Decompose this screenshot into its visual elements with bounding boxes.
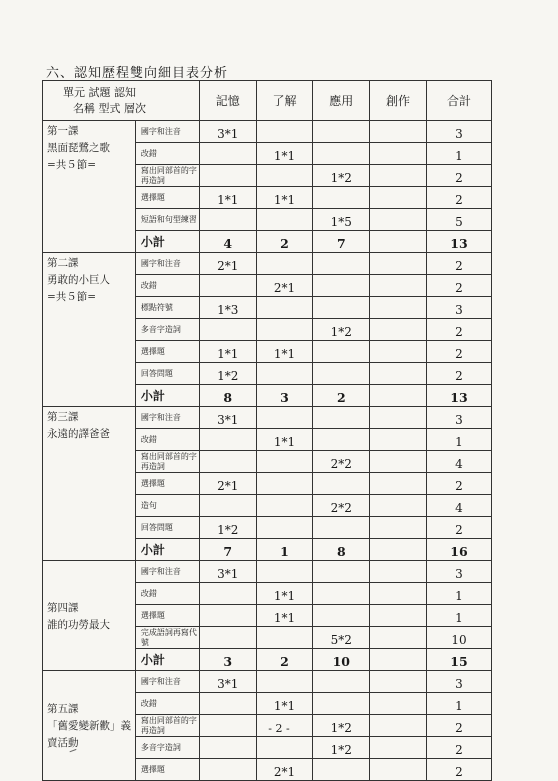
question-type-cell: 回答問題 [135, 363, 199, 385]
create-cell [370, 121, 427, 143]
total-cell: 2 [426, 187, 491, 209]
question-type-cell: 多音字造詞 [135, 737, 199, 759]
question-type-cell: 寫出同部首的字再造詞 [135, 165, 199, 187]
question-type-cell: 造句 [135, 495, 199, 517]
apply-cell [313, 121, 370, 143]
header-remember: 記憶 [199, 81, 256, 121]
question-type-cell: 選擇題 [135, 187, 199, 209]
apply-cell: 2 [313, 385, 370, 407]
remember-cell [199, 759, 256, 781]
total-cell: 2 [426, 715, 491, 737]
remember-cell: 7 [199, 539, 256, 561]
table-row [43, 561, 492, 583]
remember-cell: 3 [199, 649, 256, 671]
question-type-cell: 標點符號 [135, 297, 199, 319]
remember-cell: 8 [199, 385, 256, 407]
subtotal-label: 小計 [135, 649, 199, 671]
lesson-name-line: 永遠的譯爸爸 [47, 428, 110, 440]
understand-cell: 2*1 [256, 275, 313, 297]
question-type-cell: 選擇題 [135, 473, 199, 495]
understand-cell [256, 253, 313, 275]
total-cell: 1 [426, 693, 491, 715]
apply-cell [313, 561, 370, 583]
total-cell: 13 [426, 385, 491, 407]
question-type-cell: 改錯 [135, 275, 199, 297]
table-row [43, 253, 492, 275]
understand-cell [256, 121, 313, 143]
create-cell [370, 605, 427, 627]
question-type-cell: 選擇題 [135, 341, 199, 363]
understand-cell [256, 517, 313, 539]
total-cell: 3 [426, 407, 491, 429]
understand-cell: 1*1 [256, 143, 313, 165]
total-cell: 10 [426, 627, 491, 649]
lesson-name-line: 黑面琵鷺之歌 [47, 142, 110, 154]
understand-cell: 1*1 [256, 605, 313, 627]
table-body [43, 121, 492, 781]
create-cell [370, 671, 427, 693]
create-cell [370, 627, 427, 649]
understand-cell: 1*1 [256, 693, 313, 715]
remember-cell [199, 495, 256, 517]
apply-cell [313, 297, 370, 319]
question-type-cell: 完成語詞再寫代號 [135, 627, 199, 649]
subtotal-label: 小計 [135, 539, 199, 561]
lesson-name-line: =共５節= [47, 291, 97, 303]
apply-cell: 10 [313, 649, 370, 671]
total-cell: 3 [426, 561, 491, 583]
understand-cell: 1*1 [256, 583, 313, 605]
remember-cell: 3*1 [199, 561, 256, 583]
total-cell: 1 [426, 583, 491, 605]
total-cell: 2 [426, 253, 491, 275]
apply-cell: 8 [313, 539, 370, 561]
apply-cell [313, 473, 370, 495]
create-cell [370, 253, 427, 275]
question-type-cell: 改錯 [135, 429, 199, 451]
apply-cell [313, 759, 370, 781]
create-cell [370, 649, 427, 671]
create-cell [370, 759, 427, 781]
lesson-name-line: 賣活動 [47, 737, 79, 749]
total-cell: 1 [426, 143, 491, 165]
apply-cell [313, 253, 370, 275]
total-cell: 2 [426, 165, 491, 187]
understand-cell [256, 737, 313, 759]
total-cell: 2 [426, 363, 491, 385]
create-cell [370, 231, 427, 253]
total-cell: 2 [426, 341, 491, 363]
apply-cell: 7 [313, 231, 370, 253]
table-header-row [43, 81, 492, 121]
lesson-name-line: 第五課 [47, 703, 79, 715]
create-cell [370, 187, 427, 209]
create-cell [370, 209, 427, 231]
remember-cell: 4 [199, 231, 256, 253]
header-corner-line2: 名稱 型式 層次 [73, 101, 146, 115]
table-row [43, 407, 492, 429]
understand-cell [256, 209, 313, 231]
remember-cell [199, 165, 256, 187]
create-cell [370, 165, 427, 187]
apply-cell [313, 143, 370, 165]
remember-cell: 3*1 [199, 671, 256, 693]
remember-cell [199, 605, 256, 627]
apply-cell [313, 583, 370, 605]
create-cell [370, 143, 427, 165]
question-type-cell: 國字和注音 [135, 253, 199, 275]
total-cell: 3 [426, 297, 491, 319]
create-cell [370, 473, 427, 495]
total-cell: 4 [426, 451, 491, 473]
create-cell [370, 363, 427, 385]
apply-cell [313, 363, 370, 385]
apply-cell: 1*2 [313, 319, 370, 341]
apply-cell [313, 693, 370, 715]
lesson-name-cell [43, 407, 136, 561]
question-type-cell: 回答問題 [135, 517, 199, 539]
create-cell [370, 319, 427, 341]
total-cell: 16 [426, 539, 491, 561]
total-cell: 1 [426, 429, 491, 451]
remember-cell [199, 275, 256, 297]
apply-cell [313, 341, 370, 363]
remember-cell: 1*1 [199, 187, 256, 209]
remember-cell [199, 143, 256, 165]
understand-cell [256, 319, 313, 341]
create-cell [370, 561, 427, 583]
total-cell: 2 [426, 319, 491, 341]
total-cell: 2 [426, 737, 491, 759]
understand-cell: 3 [256, 385, 313, 407]
apply-cell [313, 671, 370, 693]
remember-cell: 1*3 [199, 297, 256, 319]
apply-cell: 5*2 [313, 627, 370, 649]
understand-cell: 1*1 [256, 187, 313, 209]
header-apply: 應用 [313, 81, 370, 121]
create-cell [370, 341, 427, 363]
remember-cell [199, 319, 256, 341]
lesson-name-line: 第四課 [47, 601, 79, 614]
create-cell [370, 495, 427, 517]
understand-cell [256, 627, 313, 649]
apply-cell: 1*2 [313, 165, 370, 187]
subtotal-label: 小計 [135, 385, 199, 407]
understand-cell: 2*1 [256, 759, 313, 781]
lesson-name-line: =共５節= [47, 159, 97, 171]
remember-cell: 2*1 [199, 473, 256, 495]
total-cell: 2 [426, 473, 491, 495]
understand-cell [256, 451, 313, 473]
understand-cell: 1*1 [256, 341, 313, 363]
header-total: 合計 [426, 81, 491, 121]
create-cell [370, 429, 427, 451]
create-cell [370, 583, 427, 605]
question-type-cell: 國字和注音 [135, 407, 199, 429]
understand-cell [256, 495, 313, 517]
understand-cell [256, 363, 313, 385]
question-type-cell: 改錯 [135, 143, 199, 165]
apply-cell [313, 605, 370, 627]
lesson-name-cell [43, 121, 136, 253]
question-type-cell: 改錯 [135, 693, 199, 715]
apply-cell [313, 429, 370, 451]
create-cell [370, 451, 427, 473]
subtotal-label: 小計 [135, 231, 199, 253]
lesson-name-line: 第一課 [47, 125, 79, 137]
total-cell: 2 [426, 759, 491, 781]
apply-cell: 2*2 [313, 451, 370, 473]
lesson-name-cell [43, 253, 136, 407]
understand-cell [256, 473, 313, 495]
total-cell: 3 [426, 121, 491, 143]
create-cell [370, 693, 427, 715]
question-type-cell: 寫出同部首的字再造詞 [135, 451, 199, 473]
remember-cell [199, 209, 256, 231]
remember-cell: 3*1 [199, 121, 256, 143]
question-type-cell: 選擇題 [135, 605, 199, 627]
apply-cell [313, 517, 370, 539]
understand-cell [256, 297, 313, 319]
total-cell: 5 [426, 209, 491, 231]
apply-cell [313, 187, 370, 209]
lesson-name-cell [43, 561, 136, 671]
question-type-cell: 國字和注音 [135, 121, 199, 143]
create-cell [370, 385, 427, 407]
create-cell [370, 297, 427, 319]
understand-cell: 2 [256, 649, 313, 671]
create-cell [370, 517, 427, 539]
apply-cell: 1*2 [313, 715, 370, 737]
remember-cell [199, 451, 256, 473]
apply-cell: 1*2 [313, 737, 370, 759]
table-row [43, 121, 492, 143]
header-create: 創作 [370, 81, 427, 121]
create-cell [370, 407, 427, 429]
page-number: - 2 - [268, 722, 290, 735]
understand-cell: 1*1 [256, 429, 313, 451]
total-cell: 2 [426, 275, 491, 297]
apply-cell: 1*5 [313, 209, 370, 231]
remember-cell [199, 737, 256, 759]
remember-cell [199, 627, 256, 649]
understand-cell [256, 561, 313, 583]
understand-cell [256, 165, 313, 187]
question-type-cell: 改錯 [135, 583, 199, 605]
total-cell: 13 [426, 231, 491, 253]
header-corner-cell [43, 81, 200, 121]
remember-cell: 2*1 [199, 253, 256, 275]
lesson-name-line: 勇敢的小巨人 [47, 274, 110, 286]
lesson-name-line: 「舊愛變新歡」義 [47, 720, 131, 732]
total-cell: 3 [426, 671, 491, 693]
question-type-cell: 多音字造詞 [135, 319, 199, 341]
remember-cell: 1*2 [199, 363, 256, 385]
create-cell [370, 275, 427, 297]
cognitive-process-table [42, 80, 492, 781]
total-cell: 4 [426, 495, 491, 517]
question-type-cell: 國字和注音 [135, 671, 199, 693]
remember-cell: 3*1 [199, 407, 256, 429]
apply-cell: 2*2 [313, 495, 370, 517]
create-cell [370, 539, 427, 561]
apply-cell [313, 275, 370, 297]
total-cell: 1 [426, 605, 491, 627]
total-cell: 15 [426, 649, 491, 671]
lesson-name-line: 第三課 [47, 411, 79, 423]
remember-cell [199, 693, 256, 715]
remember-cell [199, 583, 256, 605]
question-type-cell: 國字和注音 [135, 561, 199, 583]
understand-cell [256, 671, 313, 693]
lesson-name-line: 誰的功勞最大 [47, 618, 110, 631]
header-understand: 了解 [256, 81, 313, 121]
remember-cell [199, 429, 256, 451]
question-type-cell: 短語和句型練習 [135, 209, 199, 231]
create-cell [370, 737, 427, 759]
understand-cell [256, 407, 313, 429]
understand-cell: 2 [256, 231, 313, 253]
understand-cell: 1 [256, 539, 313, 561]
question-type-cell: 選擇題 [135, 759, 199, 781]
section-heading: 六、認知歷程雙向細目表分析 [46, 66, 229, 81]
header-corner-line1: 單元 試題 認知 [63, 85, 136, 99]
question-type-cell: 寫出同部首的字再造詞 [135, 715, 199, 737]
remember-cell: 1*2 [199, 517, 256, 539]
table-row [43, 671, 492, 693]
remember-cell: 1*1 [199, 341, 256, 363]
total-cell: 2 [426, 517, 491, 539]
apply-cell [313, 407, 370, 429]
lesson-name-line: 第二課 [47, 257, 79, 269]
